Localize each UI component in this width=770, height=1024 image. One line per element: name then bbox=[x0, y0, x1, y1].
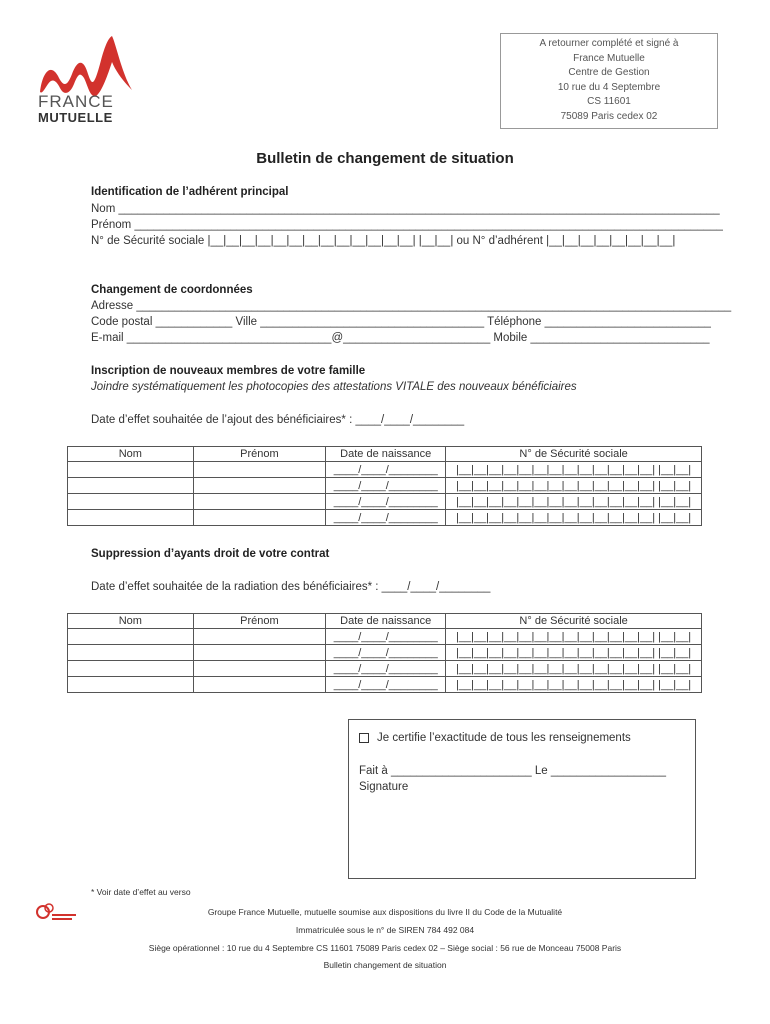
table-row bbox=[68, 645, 702, 661]
cell-prenom[interactable] bbox=[193, 510, 326, 526]
cell-nom[interactable] bbox=[68, 462, 194, 478]
cell-secu[interactable]: |__|__|__|__|__|__|__|__|__|__|__|__|__| |__|__| bbox=[446, 677, 702, 693]
table-row bbox=[68, 462, 702, 478]
certify-row bbox=[359, 732, 631, 744]
cell-date[interactable]: ____/____/________ bbox=[326, 462, 446, 478]
inscription-date-field[interactable]: Date d’effet souhaitée de l’ajout des bénéficiaires* : ____/____/________ bbox=[91, 414, 465, 426]
suppression-heading: Suppression d’ayants droit de votre contrat bbox=[91, 548, 330, 560]
col-date-naissance: Date de naissance bbox=[326, 447, 446, 462]
cell-prenom[interactable] bbox=[193, 677, 326, 693]
cell-secu[interactable]: |__|__|__|__|__|__|__|__|__|__|__|__|__| |__|__| bbox=[446, 494, 702, 510]
cell-date[interactable]: ____/____/________ bbox=[326, 677, 446, 693]
col-prenom: Prénom bbox=[193, 447, 326, 462]
cell-prenom[interactable] bbox=[193, 478, 326, 494]
inscription-table bbox=[67, 446, 702, 526]
address-line: France Mutuelle bbox=[573, 52, 645, 64]
cell-nom[interactable] bbox=[68, 677, 194, 693]
secu-field[interactable]: N° de Sécurité sociale |__|__|__|__|__|__|__|__|__|__|__|__|__| |__|__| ou N° d’adhérent |__|__|__|__|__|__|__|__| bbox=[91, 235, 676, 247]
address-line: A retourner complété et signé à bbox=[539, 38, 679, 49]
table-row bbox=[68, 478, 702, 494]
email-mobile-field[interactable]: E-mail ________________________________@_______________________ Mobile ____________________________ bbox=[91, 332, 710, 344]
address-line: 10 rue du 4 Septembre bbox=[557, 81, 661, 93]
table-row bbox=[68, 629, 702, 645]
coordonnees-heading: Changement de coordonnées bbox=[91, 284, 253, 296]
address-line: 75089 Paris cedex 02 bbox=[560, 110, 658, 122]
inscription-heading: Inscription de nouveaux membres de votre famille bbox=[91, 365, 366, 377]
cell-secu[interactable]: |__|__|__|__|__|__|__|__|__|__|__|__|__| |__|__| bbox=[446, 661, 702, 677]
fait-le-field[interactable]: Fait à ______________________ Le __________________ bbox=[359, 765, 666, 777]
cell-prenom[interactable] bbox=[193, 645, 326, 661]
col-date-naissance: Date de naissance bbox=[326, 614, 446, 629]
signature-label: Signature bbox=[359, 781, 409, 793]
cell-prenom[interactable] bbox=[193, 661, 326, 677]
return-address-box bbox=[500, 33, 718, 129]
certify-label: Je certifie l’exactitude de tous les renseignements bbox=[377, 732, 631, 744]
cell-nom[interactable] bbox=[68, 494, 194, 510]
logo-text-mutuelle: MUTUELLE bbox=[38, 110, 113, 125]
adresse-field[interactable]: Adresse _____________________________________________________________________________________________ bbox=[91, 300, 732, 312]
cell-prenom[interactable] bbox=[193, 462, 326, 478]
col-secu: N° de Sécurité sociale bbox=[446, 447, 702, 462]
cell-secu[interactable]: |__|__|__|__|__|__|__|__|__|__|__|__|__| |__|__| bbox=[446, 629, 702, 645]
cell-nom[interactable] bbox=[68, 629, 194, 645]
col-nom: Nom bbox=[68, 614, 194, 629]
cell-date[interactable]: ____/____/________ bbox=[326, 494, 446, 510]
col-prenom: Prénom bbox=[193, 614, 326, 629]
cell-secu[interactable]: |__|__|__|__|__|__|__|__|__|__|__|__|__| |__|__| bbox=[446, 462, 702, 478]
inscription-note: Joindre systématiquement les photocopies des attestations VITALE des nouveaux bénéficiaires bbox=[91, 381, 577, 393]
cell-secu[interactable]: |__|__|__|__|__|__|__|__|__|__|__|__|__| |__|__| bbox=[446, 478, 702, 494]
suppression-table bbox=[67, 613, 702, 693]
address-line: CS 11601 bbox=[587, 96, 631, 108]
cell-date[interactable]: ____/____/________ bbox=[326, 661, 446, 677]
table-row bbox=[68, 661, 702, 677]
cell-date[interactable]: ____/____/________ bbox=[326, 629, 446, 645]
cell-prenom[interactable] bbox=[193, 629, 326, 645]
cell-secu[interactable]: |__|__|__|__|__|__|__|__|__|__|__|__|__| |__|__| bbox=[446, 645, 702, 661]
cell-date[interactable]: ____/____/________ bbox=[326, 510, 446, 526]
footer-line-4: Bulletin changement de situation bbox=[323, 960, 447, 970]
suppression-date-field[interactable]: Date d’effet souhaitée de la radiation des bénéficiaires* : ____/____/________ bbox=[91, 581, 491, 593]
nom-field[interactable]: Nom ______________________________________________________________________________________________ bbox=[91, 203, 720, 215]
col-secu: N° de Sécurité sociale bbox=[446, 614, 702, 629]
codepostal-ville-telephone-field[interactable]: Code postal ____________ Ville ___________________________________ Téléphone __________________________ bbox=[91, 316, 711, 328]
cell-nom[interactable] bbox=[68, 645, 194, 661]
certification-box bbox=[348, 719, 696, 879]
cell-date[interactable]: ____/____/________ bbox=[326, 478, 446, 494]
footnote: * Voir date d’effet au verso bbox=[91, 887, 191, 897]
footer-line-1: Groupe France Mutuelle, mutuelle soumise aux dispositions du livre II du Code de la Mutualité bbox=[207, 907, 563, 917]
cell-date[interactable]: ____/____/________ bbox=[326, 645, 446, 661]
table-row bbox=[68, 510, 702, 526]
footer-line-2: Immatriculée sous le n° de SIREN 784 492 084 bbox=[295, 925, 475, 935]
cell-prenom[interactable] bbox=[193, 494, 326, 510]
address-line: Centre de Gestion bbox=[568, 67, 650, 79]
prenom-field[interactable]: Prénom ____________________________________________________________________________________________ bbox=[91, 219, 723, 231]
certify-checkbox[interactable] bbox=[359, 733, 369, 743]
table-row bbox=[68, 494, 702, 510]
footer-line-3: Siège opérationnel : 10 rue du 4 Septembre CS 11601 75089 Paris cedex 02 – Siège social : 56 rue de Monceau 75008 Paris bbox=[148, 943, 622, 953]
col-nom: Nom bbox=[68, 447, 194, 462]
identification-heading: Identification de l’adhérent principal bbox=[91, 186, 289, 198]
page-title: Bulletin de changement de situation bbox=[256, 150, 514, 167]
cell-nom[interactable] bbox=[68, 478, 194, 494]
cell-nom[interactable] bbox=[68, 510, 194, 526]
cell-secu[interactable]: |__|__|__|__|__|__|__|__|__|__|__|__|__| |__|__| bbox=[446, 510, 702, 526]
table-row bbox=[68, 677, 702, 693]
cell-nom[interactable] bbox=[68, 661, 194, 677]
logo-text-france: FRANCE bbox=[38, 92, 114, 111]
